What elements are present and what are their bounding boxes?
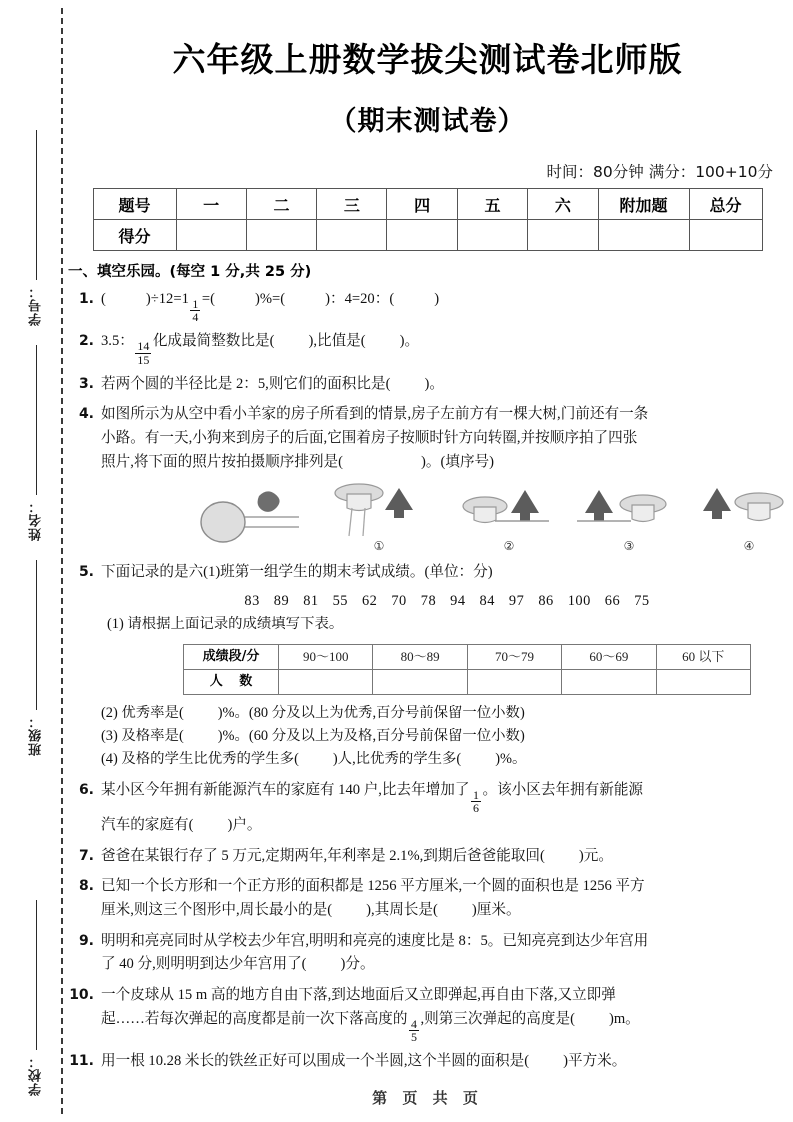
house-body-shape — [748, 503, 770, 521]
answer-blank[interactable] — [389, 288, 439, 312]
q4-line-3-text: 照片,将下面的照片按拍摄顺序排列是 — [101, 453, 339, 470]
score-value: 83 — [244, 593, 260, 610]
answer-blank[interactable] — [294, 748, 338, 771]
score-cell[interactable] — [317, 220, 387, 251]
question-7 — [68, 845, 793, 869]
q2-lead: 3.5： — [101, 333, 134, 350]
figure-caption: ② — [503, 538, 515, 553]
grade-distribution-table — [183, 644, 751, 695]
grade-count-cell[interactable] — [656, 669, 750, 694]
answer-blank[interactable] — [179, 702, 223, 725]
grade-table-row-label: 人 数 — [184, 669, 279, 694]
page-title: 六年级上册数学拔尖测试卷北师版 — [172, 40, 683, 79]
q1-part-c: ：4=20： — [330, 291, 390, 307]
question-4 — [68, 403, 793, 554]
grade-count-cell[interactable] — [279, 669, 373, 694]
sidebar-field-label: 学校： — [28, 1054, 44, 1096]
score-table-col-1: 一 — [176, 189, 246, 220]
question-6 — [68, 779, 793, 838]
tree-shape — [585, 490, 613, 521]
view-3-svg — [569, 482, 689, 544]
exam-page — [62, 0, 793, 1122]
q6-line-1 — [101, 779, 793, 814]
score-table-col-bonus: 附加题 — [598, 189, 689, 220]
sidebar-field-name — [16, 345, 56, 541]
q10-line-1: 一个皮球从 15 m 高的地方自由下落,到达地面后又立即弹起,再自由下落,又立即弹 — [101, 986, 616, 1003]
q5-sub-3-b: %。(60 分及以上为及格,百分号前保留一位小数) — [222, 728, 525, 745]
question-number: 2. — [78, 333, 94, 350]
q10-line-2-b: ,则第三次弹起的高度是 — [420, 1010, 571, 1027]
fraction — [471, 789, 481, 814]
q8-line-2-c: 厘米。 — [476, 902, 521, 919]
page-footer: 第 页 共 页 — [372, 1089, 483, 1107]
answer-blank[interactable] — [456, 748, 500, 771]
grade-count-cell[interactable] — [373, 669, 467, 694]
grade-band: 60～69 — [562, 644, 656, 669]
q5-sub-2-a: (2) 优秀率是 — [101, 704, 179, 721]
house-body-shape — [632, 505, 654, 522]
q4-line-3 — [101, 451, 793, 475]
fraction-numerator: 1 — [192, 297, 199, 312]
page-subtitle: （期末测试卷） — [329, 106, 526, 137]
score-table-col-3: 三 — [317, 189, 387, 220]
sidebar-field-school — [16, 900, 56, 1096]
score-value: 97 — [508, 593, 525, 610]
score-table-row-label: 得分 — [93, 220, 176, 251]
figure-caption: ④ — [743, 538, 755, 553]
q10-line-2-a: 起……若每次弹起的高度都是前一次下落高度的 — [101, 1010, 408, 1027]
score-value: 81 — [303, 593, 319, 610]
answer-blank[interactable] — [189, 814, 233, 838]
tree-shape — [385, 488, 413, 518]
question-2 — [68, 330, 793, 365]
score-table-col-5: 五 — [457, 189, 527, 220]
answer-blank[interactable] — [570, 1008, 614, 1032]
q5-sub-2-b: %。(80 分及以上为优秀,百分号前保留一位小数) — [222, 704, 525, 721]
score-table-header-row — [93, 189, 762, 220]
score-value: 86 — [538, 593, 554, 610]
question-11 — [68, 1050, 793, 1074]
score-cell[interactable] — [689, 220, 762, 251]
aerial-view-svg — [189, 482, 309, 552]
score-table-col-2: 二 — [246, 189, 316, 220]
sidebar-rule — [36, 900, 37, 1050]
grade-count-cell[interactable] — [467, 669, 561, 694]
answer-blank[interactable] — [338, 451, 426, 475]
question-text — [101, 288, 793, 323]
q9-line-2 — [101, 953, 793, 977]
answer-blank[interactable] — [524, 1050, 568, 1074]
q11-end: 平方米。 — [567, 1053, 627, 1070]
question-5 — [68, 561, 793, 771]
score-value: 89 — [273, 593, 290, 610]
score-table — [93, 188, 763, 251]
figure-view-3 — [569, 482, 689, 554]
score-cell[interactable] — [457, 220, 527, 251]
q4-line-2: 小路。有一天,小狗来到房子的后面,它围着房子按顺时针方向转圈,并按顺序拍了四张 — [101, 430, 638, 447]
view-4-svg — [689, 482, 793, 544]
house-body-shape — [347, 494, 371, 511]
answer-blank[interactable] — [386, 373, 430, 397]
sidebar-field-label: 班级： — [28, 714, 44, 756]
score-value: 55 — [332, 593, 348, 610]
score-table-col-4: 四 — [387, 189, 457, 220]
q9-line-1: 明明和亮亮同时从学校去少年宫,明明和亮亮的速度比是 8：5。已知亮亮到达少年宫用 — [101, 932, 649, 949]
tree-shape — [703, 488, 731, 519]
question-number: 8. — [78, 878, 94, 895]
score-cell[interactable] — [598, 220, 689, 251]
question-number: 3. — [78, 375, 94, 392]
figure-caption: ① — [373, 538, 385, 553]
grade-band: 70～79 — [467, 644, 561, 669]
q5-text: 下面记录的是六(1)班第一组学生的期末考试成绩。(单位：分) — [101, 564, 493, 581]
question-9 — [68, 930, 793, 977]
answer-blank[interactable] — [270, 330, 314, 354]
answer-blank[interactable] — [280, 288, 330, 312]
sidebar-field-label: 学号： — [28, 284, 44, 326]
q10-line-2 — [101, 1008, 793, 1043]
path-line-left — [349, 508, 352, 536]
answer-blank[interactable] — [361, 330, 405, 354]
grade-band: 90～100 — [279, 644, 373, 669]
answer-blank[interactable] — [302, 953, 346, 977]
q9-line-2-b: 分。 — [345, 956, 375, 973]
score-cell[interactable] — [528, 220, 598, 251]
q3-end: 。 — [429, 375, 444, 392]
fraction-denominator: 15 — [137, 352, 150, 367]
q6-line-1-b: 。该小区去年拥有新能源 — [482, 781, 644, 798]
question-text — [101, 1050, 793, 1074]
q5-sub-4-b: 人,比优秀的学生多 — [337, 751, 457, 768]
q8-line-2-a: 厘米,则这三个图形中,周长最小的是 — [101, 902, 328, 919]
section-heading-fill-in-blank: 一、填空乐园。(每空 1 分,共 25 分) — [68, 264, 312, 280]
question-number: 9. — [78, 932, 94, 949]
q2-mid: 化成最简整数比是 — [152, 333, 270, 350]
question-text — [101, 330, 793, 365]
fraction-denominator: 6 — [473, 800, 479, 815]
house-roof-shape — [201, 502, 245, 542]
figure-caption: ③ — [623, 538, 635, 553]
score-value: 66 — [604, 593, 621, 610]
q2-end: 。 — [404, 333, 420, 350]
question-number: 5. — [78, 564, 94, 581]
fraction-denominator: 5 — [410, 1029, 417, 1044]
score-cell[interactable] — [176, 220, 246, 251]
house-body-shape — [474, 507, 496, 523]
binding-margin — [0, 0, 62, 1122]
mixed-fraction — [190, 298, 200, 323]
q1-part-b: = — [201, 291, 211, 307]
q7-text: 爸爸在某银行存了 5 万元,定期两年,年利率是 2.1%,到期后爸爸能取回 — [101, 847, 541, 864]
question-number: 4. — [78, 406, 94, 423]
q8-line-2 — [101, 899, 793, 923]
answer-blank[interactable] — [327, 899, 371, 923]
question-number: 11. — [69, 1053, 94, 1070]
answer-blank[interactable] — [101, 288, 151, 312]
q3-text: 若两个圆的半径比是 2：5,则它们的面积比是 — [101, 375, 386, 392]
question-text — [101, 845, 793, 869]
q7-end: 元。 — [583, 847, 613, 864]
question-number: 7. — [78, 847, 94, 864]
tree-shape — [258, 492, 280, 512]
figure-view-4 — [689, 482, 793, 554]
grade-table-count-row — [184, 669, 751, 694]
figure-view-2 — [449, 482, 569, 554]
grade-band: 80～89 — [373, 644, 467, 669]
sidebar-field-class — [16, 560, 56, 756]
q6-line-2-b: 户。 — [232, 817, 262, 834]
answer-blank[interactable] — [179, 725, 223, 748]
fraction-numerator: 4 — [410, 1016, 417, 1031]
q1-percent: %= — [259, 291, 281, 307]
question-text — [101, 373, 793, 397]
question-number: 10. — [69, 986, 94, 1003]
q2-tail: ,比值是 — [313, 333, 361, 350]
q6-line-2-a: 汽车的家庭有 — [101, 817, 189, 834]
q6-line-2 — [101, 814, 793, 838]
answer-blank[interactable] — [433, 899, 477, 923]
q5-sub-3-a: (3) 及格率是 — [101, 728, 179, 745]
q4-line-3-end: 。(填序号) — [425, 453, 495, 470]
sidebar-rule — [36, 345, 37, 495]
sidebar-field-label: 姓名： — [28, 499, 44, 541]
view-2-svg — [449, 482, 569, 544]
score-table-col-total: 总分 — [689, 189, 762, 220]
q5-sub-4 — [101, 748, 793, 771]
q5-score-list — [101, 590, 793, 613]
answer-blank[interactable] — [210, 288, 260, 312]
q4-line-1: 如图所示为从空中看小羊家的房子所看到的情景,房子左前方有一棵大树,门前还有一条 — [101, 406, 649, 423]
q5-sub-4-c: %。 — [500, 751, 527, 768]
grade-count-cell[interactable] — [562, 669, 656, 694]
score-value: 94 — [450, 593, 466, 610]
question-4-illustration — [101, 482, 793, 554]
fraction — [409, 1018, 419, 1043]
fraction-numerator: 1 — [473, 787, 479, 802]
question-number: 6. — [78, 781, 94, 798]
q6-line-1-a: 某小区今年拥有新能源汽车的家庭有 140 户,比去年增加了 — [101, 781, 470, 798]
q9-line-2-a: 了 40 分,则明明到达少年宫用了 — [101, 956, 302, 973]
score-table-answer-row — [93, 220, 762, 251]
sidebar-rule — [36, 130, 37, 280]
score-table-row-label: 题号 — [93, 189, 176, 220]
score-value: 84 — [479, 593, 495, 610]
q8-line-1: 已知一个长方形和一个正方形的面积都是 1256 平方厘米,一个圆的面积也是 1256 平方 — [101, 878, 645, 895]
view-1-svg — [319, 482, 439, 544]
question-1 — [68, 288, 793, 323]
score-cell[interactable] — [246, 220, 316, 251]
path-line-right — [363, 508, 365, 536]
q5-sub-2 — [101, 702, 793, 725]
score-table-col-6: 六 — [528, 189, 598, 220]
exam-meta-line: 时间：80分钟 满分：100+10分 — [546, 163, 773, 181]
q10-line-2-c: m。 — [613, 1010, 640, 1027]
q11-text: 用一根 10.28 米长的铁丝正好可以围成一个半圆,这个半圆的面积是 — [101, 1053, 525, 1070]
q8-line-2-b: ,其周长是 — [370, 902, 433, 919]
score-value: 78 — [420, 593, 437, 610]
sidebar-field-student-id — [16, 130, 56, 326]
question-3 — [68, 373, 793, 397]
grade-band: 60 以下 — [656, 644, 750, 669]
q5-sub-1: (1) 请根据上面记录的成绩填写下表。 — [107, 616, 344, 633]
fraction-numerator: 14 — [137, 339, 150, 354]
grade-table-header-row — [184, 644, 751, 669]
answer-blank[interactable] — [540, 845, 584, 869]
score-value: 100 — [567, 593, 591, 610]
score-value: 75 — [634, 593, 650, 610]
score-cell[interactable] — [387, 220, 457, 251]
tree-shape — [511, 490, 539, 521]
q5-sub-3 — [101, 725, 793, 748]
figure-aerial-view — [189, 482, 309, 554]
score-value: 70 — [391, 593, 407, 610]
sidebar-rule — [36, 560, 37, 710]
figure-view-1 — [319, 482, 439, 554]
fraction — [135, 340, 151, 365]
question-10 — [68, 984, 793, 1043]
question-8 — [68, 875, 793, 922]
fraction-denominator: 4 — [192, 310, 199, 325]
q1-part-a: ÷12=1 — [150, 291, 189, 307]
q5-sub-4-a: (4) 及格的学生比优秀的学生多 — [101, 751, 295, 768]
grade-table-row-label: 成绩段/分 — [184, 644, 279, 669]
question-number: 1. — [78, 291, 94, 307]
score-value: 62 — [361, 593, 378, 610]
